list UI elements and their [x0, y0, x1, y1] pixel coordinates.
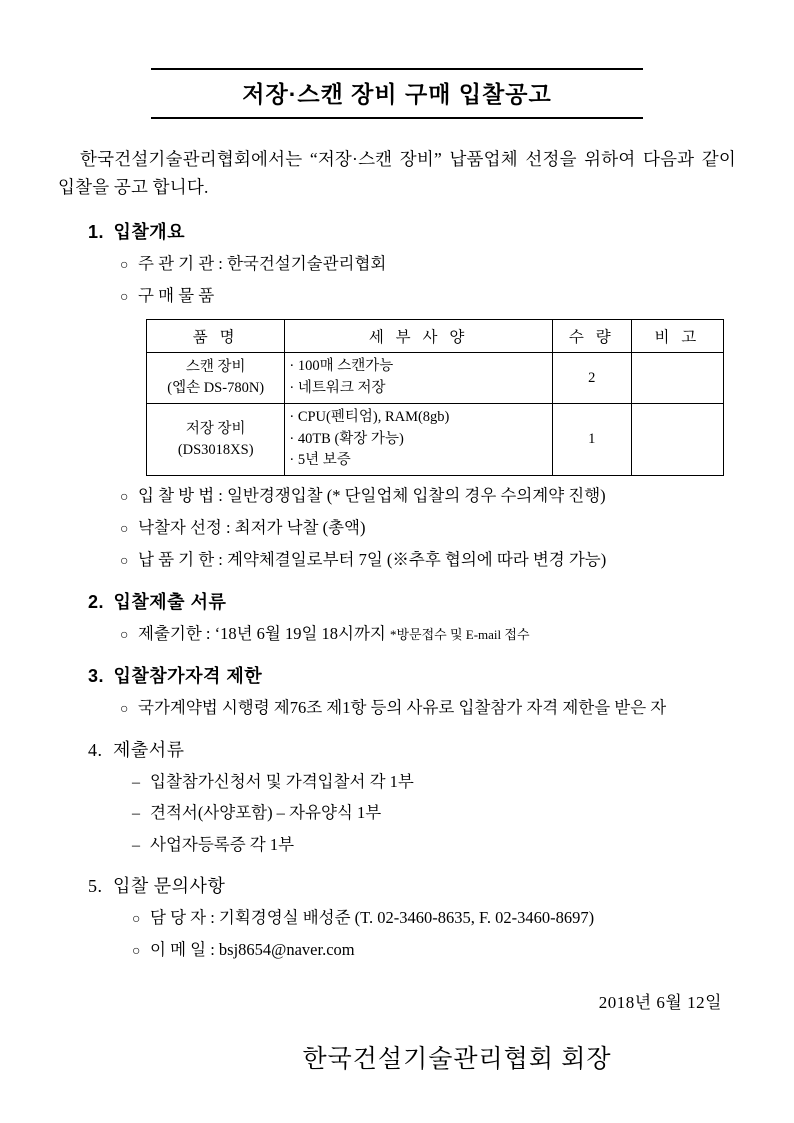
section-5-number: 5. [88, 876, 103, 897]
circle-bullet-icon: ○ [120, 522, 129, 538]
column-header-spec: 세 부 사 양 [285, 320, 552, 353]
circle-bullet-icon: ○ [120, 289, 129, 305]
list-item [120, 285, 736, 308]
spec-line: · 100매 스캔가능 [289, 358, 394, 375]
dash-bullet-icon: – [132, 836, 140, 854]
spec-table [146, 319, 724, 476]
list-item-label: 제출기한 : ‘18년 6월 19일 18시까지 [138, 623, 386, 643]
list-item-label: 납 품 기 한 : 계약체결일로부터 7일 (※추후 협의에 따라 변경 가능) [138, 550, 607, 569]
list-item [120, 549, 736, 572]
list-item-label: 입 찰 방 법 : 일반경쟁입찰 (* 단일업체 입찰의 경우 수의계약 진행) [138, 486, 606, 506]
spec-line: · 5년 보증 [289, 452, 351, 469]
cell-item-name [147, 403, 285, 475]
list-item [132, 802, 736, 825]
list-item [132, 771, 736, 794]
dash-bullet-icon: – [132, 773, 140, 791]
section-1-title: 입찰개요 [113, 221, 186, 242]
list-item-label: 낙찰자 선정 : 최저가 낙찰 (총액) [138, 518, 366, 538]
list-item-label: 국가계약법 시행령 제76조 제1항 등의 사유로 입찰참가 자격 제한을 받은 자 [138, 697, 667, 717]
circle-bullet-icon: ○ [120, 257, 129, 273]
circle-bullet-icon: ○ [120, 554, 129, 569]
cell-item-note [631, 353, 723, 404]
list-item-label: 입찰참가신청서 및 가격입찰서 각 1부 [150, 771, 414, 791]
list-item-label: 견적서(사양포함) – 자유양식 1부 [150, 803, 382, 823]
section-2-title: 입찰제출 서류 [113, 591, 227, 612]
cell-item-spec [285, 403, 552, 475]
section-3-number: 3. [88, 665, 105, 686]
section-2-number: 2. [88, 591, 105, 612]
section-5-title: 입찰 문의사항 [113, 876, 226, 897]
section-5-heading [88, 872, 736, 898]
section-2 [58, 588, 736, 646]
item-name-line1: 스캔 장비 [185, 359, 246, 376]
section-5 [58, 872, 736, 962]
spec-line: · 40TB (확장 가능) [289, 430, 404, 447]
list-item [132, 939, 736, 962]
column-header-name: 품 명 [147, 320, 285, 353]
spec-line: · 네트워크 저장 [289, 380, 386, 397]
section-4-number: 4. [88, 739, 103, 760]
section-4-title: 제출서류 [113, 739, 185, 760]
list-item-note: *방문접수 및 E-mail 접수 [389, 626, 530, 642]
intro-paragraph: 한국건설기술관리협회에서는 “저장·스캔 장비” 납품업체 선정을 위하여 다음과 같이 입찰을 공고 합니다. [58, 149, 736, 198]
section-4 [58, 736, 736, 857]
section-1-heading [88, 218, 736, 244]
list-item [120, 517, 736, 540]
list-item [120, 697, 736, 720]
section-1-number: 1. [88, 221, 105, 242]
circle-bullet-icon: ○ [132, 912, 141, 928]
section-3 [58, 662, 736, 720]
list-item [132, 834, 736, 857]
section-3-title: 입찰참가자격 제한 [113, 665, 263, 686]
title-block [151, 68, 643, 119]
table-row [147, 403, 724, 475]
document-date: 2018년 6월 12일 [598, 993, 722, 1013]
list-item [132, 907, 736, 930]
circle-bullet-icon: ○ [120, 490, 129, 506]
circle-bullet-icon: ○ [120, 627, 129, 643]
page-title: 저장·스캔 장비 구매 입찰공고 [242, 81, 552, 107]
cell-item-spec [285, 353, 552, 404]
section-4-heading [88, 736, 736, 762]
cell-item-qty: 2 [552, 353, 631, 404]
document-signature: 한국건설기술관리협회 회장 [302, 1046, 612, 1074]
list-item-label: 담 당 자 : 기획경영실 배성준 (T. 02-3460-8635, F. 02-3460-8697) [150, 908, 595, 928]
circle-bullet-icon: ○ [132, 944, 141, 960]
list-item [120, 623, 736, 646]
circle-bullet-icon: ○ [120, 701, 129, 717]
list-item-label: 구 매 물 품 [138, 285, 215, 305]
item-name-line2: (엡손 DS-780N) [167, 380, 265, 397]
section-2-heading [88, 588, 736, 614]
cell-item-qty: 1 [552, 403, 631, 475]
list-item-label: 이 메 일 : bsj8654@naver.com [150, 940, 355, 960]
table-row [147, 353, 724, 404]
table-header-row [147, 320, 724, 353]
list-item-label: 사업자등록증 각 1부 [150, 834, 295, 854]
section-3-heading [88, 662, 736, 688]
column-header-qty: 수 량 [552, 320, 631, 353]
cell-item-name [147, 353, 285, 404]
cell-item-note [631, 403, 723, 475]
list-item-label: 주 관 기 관 : 한국건설기술관리협회 [138, 253, 387, 273]
spec-table-wrapper [146, 319, 736, 476]
item-name-line2: (DS3018XS) [177, 441, 254, 458]
item-name-line1: 저장 장비 [185, 420, 246, 437]
column-header-note: 비 고 [631, 320, 723, 353]
list-item [120, 253, 736, 276]
list-item [120, 485, 736, 508]
dash-bullet-icon: – [132, 805, 140, 823]
spec-line: · CPU(펜티엄), RAM(8gb) [289, 408, 450, 425]
section-1 [58, 218, 736, 572]
